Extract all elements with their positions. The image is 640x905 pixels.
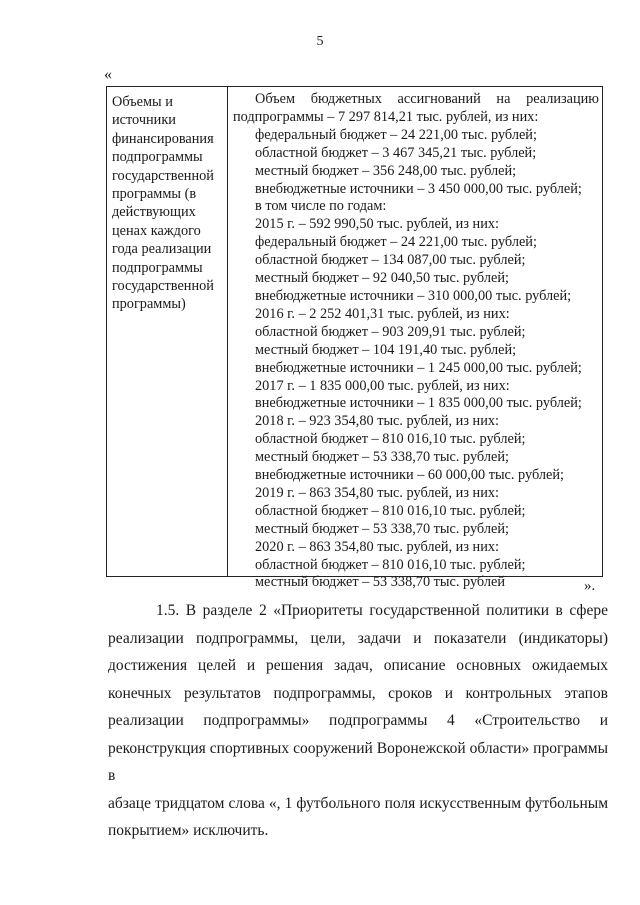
paragraph-line: достижения целей и решения задач, описание основных ожидаемых xyxy=(108,657,608,674)
left-cell-line: источники xyxy=(112,112,176,129)
left-cell-line: государственной xyxy=(112,278,214,295)
right-cell-line: 2019 г. – 863 354,80 тыс. рублей, из них: xyxy=(255,484,499,501)
right-cell-line: областной бюджет – 810 016,10 тыс. рублей; xyxy=(255,502,526,519)
right-cell-line: федеральный бюджет – 24 221,00 тыс. рублей; xyxy=(255,126,537,143)
right-cell-line: местный бюджет – 104 191,40 тыс. рублей; xyxy=(255,341,517,358)
right-cell-line: местный бюджет – 53 338,70 тыс. рублей; xyxy=(255,520,509,537)
right-cell-line: областной бюджет – 810 016,10 тыс. рублей; xyxy=(255,556,526,573)
right-cell-line: областной бюджет – 3 467 345,21 тыс. рублей; xyxy=(255,144,537,161)
table-right-cell xyxy=(233,91,599,592)
left-cell-line: подпрограммы xyxy=(112,149,203,166)
amendment-paragraph xyxy=(108,597,608,845)
right-cell-line: областной бюджет – 810 016,10 тыс. рублей; xyxy=(255,431,526,448)
paragraph-line: абзаце тридцатом слова «, 1 футбольного поля искусственным футбольным xyxy=(108,794,608,812)
right-cell-line: внебюджетные источники – 1 835 000,00 тыс. рублей; xyxy=(255,395,582,412)
paragraph-line: реконструкция спортивных сооружений Воронежской области» программы в xyxy=(108,739,608,784)
financing-table xyxy=(106,86,603,591)
right-cell-line: 2016 г. – 2 252 401,31 тыс. рублей, из них: xyxy=(255,305,510,322)
right-cell-line: 2020 г. – 863 354,80 тыс. рублей, из них: xyxy=(255,538,499,555)
left-cell-line: подпрограммы xyxy=(112,259,203,276)
right-cell-line: 2018 г. – 923 354,80 тыс. рублей, из них: xyxy=(255,413,499,430)
paragraph-line: реализации подпрограммы, цели, задачи и показатели (индикаторы) xyxy=(108,629,608,647)
opening-quote: « xyxy=(104,66,112,83)
right-cell-line: в том числе по годам: xyxy=(255,198,387,215)
right-cell-line: внебюджетные источники – 60 000,00 тыс. рублей; xyxy=(255,467,564,484)
right-cell-line: областной бюджет – 903 209,91 тыс. рублей; xyxy=(255,323,526,340)
left-cell-line: финансирования xyxy=(112,130,214,147)
right-cell-line: федеральный бюджет – 24 221,00 тыс. рублей; xyxy=(255,234,537,251)
right-cell-line: 2017 г. – 1 835 000,00 тыс. рублей, из них: xyxy=(255,377,510,394)
page-number: 5 xyxy=(316,34,324,49)
right-cell-line: областной бюджет – 134 087,00 тыс. рублей; xyxy=(255,252,526,269)
paragraph-line: покрытием» исключить. xyxy=(108,822,269,839)
left-cell-line: Объемы и xyxy=(112,94,173,110)
table-column-divider xyxy=(227,87,228,576)
right-cell-line: внебюджетные источники – 1 245 000,00 тыс. рублей; xyxy=(255,359,582,376)
paragraph-line: 1.5. В разделе 2 «Приоритеты государственной политики в сфере xyxy=(156,602,608,619)
left-cell-line: года реализации xyxy=(112,241,212,258)
paragraph-line: конечных результатов подпрограммы, сроков и контрольных этапов xyxy=(108,684,608,702)
right-cell-line: местный бюджет – 53 338,70 тыс. рублей; xyxy=(255,449,509,466)
left-cell-line: действующих xyxy=(112,204,196,221)
left-cell-line: ценах каждого xyxy=(112,222,201,239)
right-cell-line: внебюджетные источники – 3 450 000,00 тыс. рублей; xyxy=(255,180,582,197)
closing-quote: ». xyxy=(584,578,596,594)
left-cell-line: государственной xyxy=(112,167,214,184)
right-cell-line: внебюджетные источники – 310 000,00 тыс. рублей; xyxy=(255,287,572,304)
right-cell-line: Объем бюджетных ассигнований на реализацию xyxy=(255,91,599,107)
right-cell-line: 2015 г. – 592 990,50 тыс. рублей, из них: xyxy=(255,216,499,233)
right-cell-line: местный бюджет – 92 040,50 тыс. рублей; xyxy=(255,270,509,287)
right-cell-line: подпрограммы – 7 297 814,21 тыс. рублей, из них: xyxy=(233,108,539,125)
right-cell-line: местный бюджет – 356 248,00 тыс. рублей; xyxy=(255,162,517,179)
paragraph-line: реализации подпрограммы» подпрограммы 4 «Строительство и xyxy=(108,712,608,729)
table-left-cell xyxy=(112,93,224,314)
left-cell-line: программы) xyxy=(112,296,186,313)
left-cell-line: программы (в xyxy=(112,186,197,203)
right-cell-line: местный бюджет – 53 338,70 тыс. рублей xyxy=(255,574,505,591)
